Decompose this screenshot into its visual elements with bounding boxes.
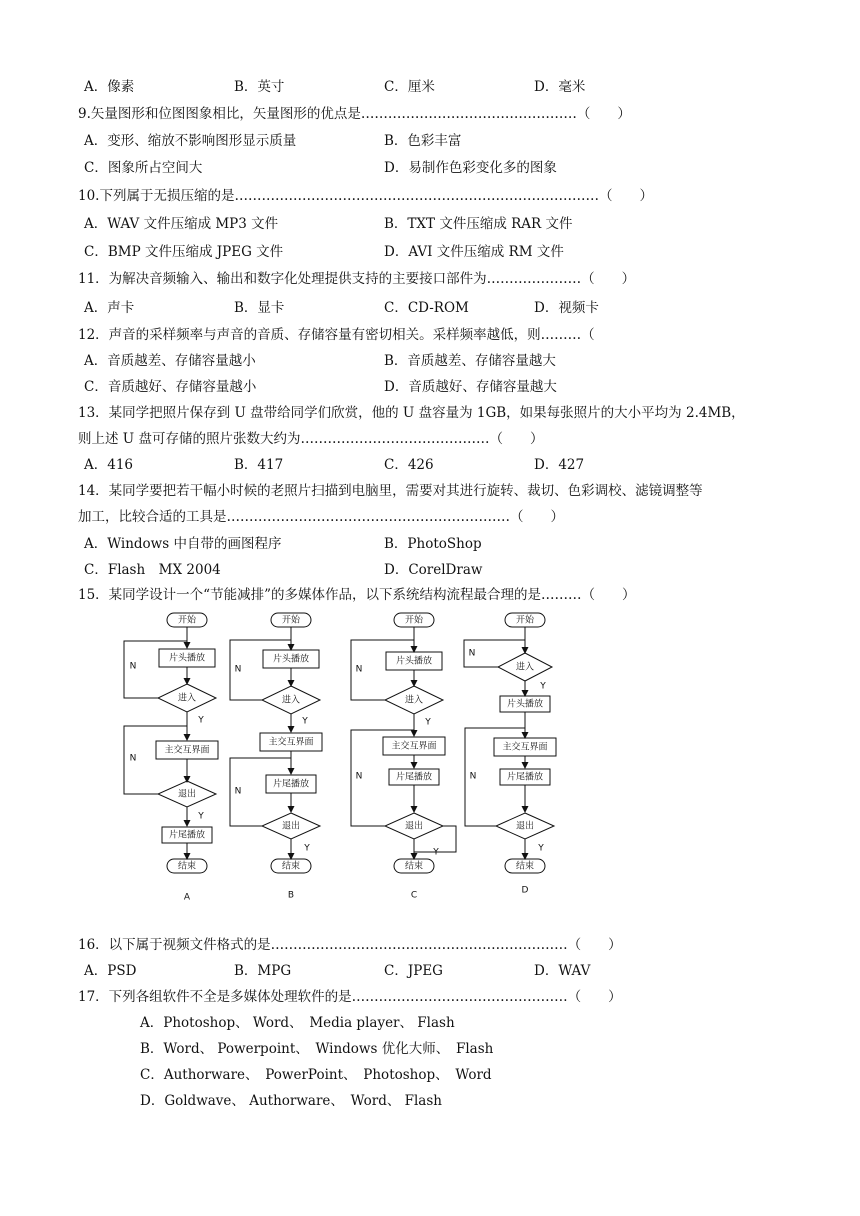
flow-d-outro-text: 片尾播放	[506, 772, 544, 783]
q10-option-b: B．TXT 文件压缩成 RAR 文件	[384, 216, 573, 232]
flow-d-intro-text: 片头播放	[506, 699, 544, 710]
flow-a-start-text: 开始	[177, 615, 197, 626]
q15-stem: 15．某同学设计一个“节能减排”的多媒体作品，以下系统结构流程最合理的是………（ ）	[78, 587, 636, 603]
flow-d-y2: Y	[538, 843, 544, 854]
q11-option-b: B．显卡	[234, 300, 285, 316]
q8-option-a: A．像素	[84, 79, 135, 95]
flow-d-exit-text: 退出	[515, 821, 535, 832]
flow-b-y2: Y	[304, 843, 310, 854]
flowcharts-figure	[0, 606, 860, 906]
flow-a-outro-text: 片尾播放	[168, 830, 206, 841]
flow-d-y1: Y	[540, 681, 546, 692]
q11-stem: 11．为解决音频输入、输出和数字化处理提供支持的主要接口部件为…………………（ ）	[78, 271, 636, 287]
flow-b-intro-text: 片头播放	[272, 654, 310, 665]
flow-b-start-text: 开始	[281, 615, 301, 626]
q17-option-a: A．Photoshop、 Word、 Media player、 Flash	[140, 1015, 455, 1031]
flow-a-intro-text: 片头播放	[168, 653, 206, 664]
flow-b-label: B	[287, 890, 295, 901]
q12-option-a: A．音质越差、存储容量越小	[84, 353, 256, 369]
flow-a-y1: Y	[198, 715, 204, 726]
q11-option-d: D．视频卡	[534, 300, 599, 316]
q16-option-a: A．PSD	[84, 963, 137, 979]
q9-stem: 9.矢量图形和位图图象相比，矢量图形的优点是…………………………………………（ ）	[78, 106, 631, 122]
flow-d-enter-text: 进入	[515, 662, 535, 673]
flow-b-y1: Y	[302, 716, 308, 727]
q14-option-c: C．Flash MX 2004	[84, 562, 221, 578]
q17-option-b: B．Word、 Powerpoint、 Windows 优化大师、 Flash	[140, 1041, 494, 1057]
q13-option-c: C．426	[384, 457, 434, 473]
flow-a-enter-text: 进入	[177, 693, 197, 704]
q10-option-c: C．BMP 文件压缩成 JPEG 文件	[84, 244, 284, 260]
q13-option-d: D．427	[534, 457, 585, 473]
flow-d-n2: N	[469, 771, 477, 782]
flow-a-y2: Y	[198, 811, 204, 822]
flow-c-end-text: 结束	[404, 861, 424, 872]
q11-option-a: A．声卡	[84, 300, 135, 316]
flow-c-outro-text: 片尾播放	[395, 772, 433, 783]
q12-option-b: B．音质越差、存储容量越大	[384, 353, 556, 369]
flow-a-exit-text: 退出	[177, 789, 197, 800]
q14-stem-line2: 加工，比较合适的工具是………………………………………………………（ ）	[78, 509, 564, 525]
flow-c-exit-text: 退出	[404, 821, 424, 832]
q13-option-b: B．417	[234, 457, 284, 473]
q13-stem-line2: 则上述 U 盘可存储的照片张数大约为……………………………………（ ）	[78, 431, 544, 447]
q17-option-d: D．Goldwave、 Authorware、 Word、 Flash	[140, 1093, 442, 1109]
q11-option-c: C．CD-ROM	[384, 300, 469, 316]
q13-option-a: A．416	[84, 457, 134, 473]
flow-a-main-text: 主交互界面	[164, 745, 210, 756]
q12-option-d: D．音质越好、存储容量越大	[384, 379, 557, 395]
flow-b-exit-text: 退出	[281, 821, 301, 832]
flow-d-n1: N	[468, 648, 476, 659]
q10-stem: 10.下列属于无损压缩的是………………………………………………………………………（ ）	[78, 188, 653, 204]
flow-d-start-text: 开始	[515, 615, 535, 626]
q9-option-a: A．变形、缩放不影响图形显示质量	[84, 133, 297, 149]
flow-c-y1: Y	[425, 717, 431, 728]
flow-b-enter-text: 进入	[281, 695, 301, 706]
q8-option-c: C．厘米	[384, 79, 435, 95]
flow-a-end-text: 结束	[177, 861, 197, 872]
flow-c-enter-text: 进入	[404, 695, 424, 706]
q8-option-d: D．毫米	[534, 79, 586, 95]
q17-option-c: C．Authorware、 PowerPoint、 Photoshop、 Word	[140, 1067, 492, 1083]
q16-option-d: D．WAV	[534, 963, 591, 979]
q12-option-c: C．音质越好、存储容量越小	[84, 379, 257, 395]
flow-b-n2: N	[234, 786, 242, 797]
q16-option-b: B．MPG	[234, 963, 292, 979]
flow-d-main-text: 主交互界面	[502, 742, 548, 753]
flow-d-label: D	[521, 885, 529, 896]
q17-stem: 17．下列各组软件不全是多媒体处理软件的是…………………………………………（ ）	[78, 989, 622, 1005]
q9-option-d: D．易制作色彩变化多的图象	[384, 160, 557, 176]
q10-option-d: D．AVI 文件压缩成 RM 文件	[384, 244, 564, 260]
q12-stem: 12．声音的采样频率与声音的音质、存储容量有密切相关。采样频率越低，则………（	[78, 327, 595, 343]
flow-c-y2: Y	[433, 847, 439, 858]
flow-a-label: A	[183, 892, 191, 903]
q14-option-d: D．CorelDraw	[384, 562, 483, 578]
flow-b-end-text: 结束	[281, 861, 301, 872]
q9-option-b: B．色彩丰富	[384, 133, 462, 149]
flow-c-label: C	[410, 890, 418, 901]
q8-option-b: B．英寸	[234, 79, 285, 95]
q13-stem-line1: 13．某同学把照片保存到 U 盘带给同学们欣赏，他的 U 盘容量为 1GB，如果每张照片的大小平均为 2.4MB，	[78, 405, 745, 421]
flow-a-n1: N	[129, 661, 137, 672]
q9-option-c: C．图象所占空间大	[84, 160, 203, 176]
flow-c-n2: N	[355, 771, 363, 782]
flow-b-outro-text: 片尾播放	[272, 779, 310, 790]
q14-stem-line1: 14．某同学要把若干幅小时候的老照片扫描到电脑里，需要对其进行旋转、裁切、色彩调校、滤镜调整等	[78, 483, 703, 499]
flow-a-n2: N	[129, 753, 137, 764]
flow-b-main-text: 主交互界面	[268, 737, 314, 748]
flow-d-end-text: 结束	[515, 861, 535, 872]
q16-stem: 16．以下属于视频文件格式的是…………………………………………………………（ ）	[78, 937, 622, 953]
q14-option-a: A．Windows 中自带的画图程序	[84, 536, 282, 552]
q16-option-c: C．JPEG	[384, 963, 443, 979]
flow-b-n1: N	[234, 664, 242, 675]
flow-c-main-text: 主交互界面	[391, 741, 437, 752]
flow-c-intro-text: 片头播放	[395, 656, 433, 667]
q10-option-a: A．WAV 文件压缩成 MP3 文件	[84, 216, 279, 232]
flow-c-n1: N	[355, 664, 363, 675]
flow-c-start-text: 开始	[404, 615, 424, 626]
q14-option-b: B．PhotoShop	[384, 536, 482, 552]
